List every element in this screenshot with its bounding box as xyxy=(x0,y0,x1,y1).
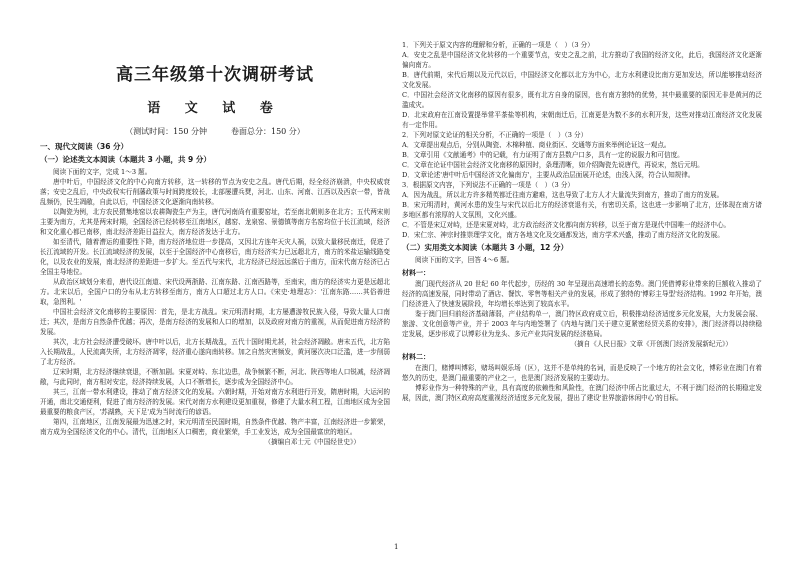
passage-paragraph: 从政治区域划分来看，唐代设江南道、宋代设两浙路、江南东路、江南西路等，至南宋，南方的经济实力更是远超北方。北宋以后，全国户口的分布从北方转移至南方，南方人口超过北方人口。《宋史·地理志》：'江南东路……其俗善进取，急图利。' xyxy=(40,278,390,306)
passage-paragraph: 如至清代，随着漕运的重要性下降，南方经济地位进一步提高，又因北方连年天灾人祸，以致大量移民南迁，促进了长江流域的开发。长江流域经济的发展，以至于全国经济中心南移后，南方经济实力已远超北方，南方的米盐运输线路变化，以及农业的发展，南北经济的差距进一步扩大。至五代与宋代，北方经济已经远远落后于南方，而宋代南方经济已占全国主导地位。 xyxy=(40,238,390,276)
reading-intro: 阅读下面的文字，完成 1～3 题。 xyxy=(53,168,152,176)
passage-paragraph: 其三，江南一带水利建设，推动了南方经济文化的发展。六朝时期，开始对南方水利进行开发，隋唐时期，大运河的开通，南北交通便利，促进了南方经济的发展。宋代对南方水利建设更加重视，修建了大量水利工程，江南地区成为全国最重要的粮食产区，'苏湖熟，天下足'成为当时流行的谚语。 xyxy=(40,388,390,416)
question-option: D．北宋政府在江南设置提举常平茶盐等机构，宋朝南迁后，江南更是为数不多的水利开发，这些对推动江南经济文化发展有一定作用。 xyxy=(402,111,762,129)
passage-paragraph: 辽宋时期，北方经济继续衰退，不断加剧。宋夏对峙、东北边患，战争频繁不断，河北、陕西等地人口锐减，经济凋敝，与此同时，南方相对安定，经济持续发展，人口不断增长，逐步成为全国经济中心。 xyxy=(40,368,390,386)
material-paragraph: 博彩业作为一种特殊的产业，具有高度的依赖性和风险性，在澳门经济中所占比重过大，不利于澳门经济的长期稳定发展，因此，澳门特区政府高度重视经济适度多元化发展，提出了建设'世界旅游休闲中心'的目标。 xyxy=(402,384,762,402)
passage-paragraph: 以陶瓷为例，北方农民猬集地窑以农耕陶瓷生产为主，唐代河南尚有重要窑址，若至南北朝则多在北方；五代两宋则主要为南方，尤其是两宋时期，全国经济已经转移至江南地区，越窑、龙泉窑、景德镇等南方名窑均位于长江流域，经济和文化重心都已南移，南北经济差距日益拉大，南方经济发达于北方。 xyxy=(40,208,390,236)
passage-source: （摘编自邓士元《中国经世史》） xyxy=(264,438,360,446)
material-paragraph: 澳门现代经济从 20 世纪 60 年代起步，历经的 30 年呈现出高速增长的态势。澳门凭借博彩业带来的巨额收入推动了经济的高速发展，同时带动了酒店、餐饮、零售等相关产业的发展，形成了独特的'博彩主导型'经济结构。1992 年开始，澳门经济进入了快速发展阶段，年均增长率达到了较高水平。 xyxy=(402,280,762,308)
subsection-heading: （二）实用类文本阅读（本题共 3 小题，12 分） xyxy=(402,243,568,252)
material-title: 材料二： xyxy=(402,353,430,361)
question-option: B．文章引用《文献通考》中的记载，有力证明了南方县数户口多，具有一定的说服力和可信度。 xyxy=(402,151,684,159)
material-paragraph: 鉴于澳门回归前经济基础薄弱，产业结构单一，澳门特区政府成立后，积极推动经济适度多元化发展，大力发展会展、旅游、文化创意等产业，并于 2003 年与内地签署了《内地与澳门关于建立更紧密经贸关系的安排》，澳门经济得以持续稳定发展，逐步形成了以博彩业为龙头、多元产业共同发展的经济格局。 xyxy=(402,310,762,338)
question-stem: 1．下列关于原文内容的理解和分析，正确的一项是（ ）（3 分） xyxy=(402,41,594,49)
question-option: C．文章在论证中国社会经济文化南移的原因时，条理清晰，如介绍陶瓷先说唐代，再说宋，然后元明。 xyxy=(402,161,704,169)
passage-paragraph: 其次，北方社会经济遭受破坏。唐中叶以后，北方长期战乱，五代十国时期尤甚，社会经济凋敝。唐末五代，北方陷入长期战乱，人民流离失所，北方经济凋零，经济重心遂向南转移。加之自然灾害频发，黄河屡次决口泛滥，进一步削弱了北方经济。 xyxy=(40,338,390,366)
question-option: C．不管是宋辽对峙，还是宋夏对峙，北方政治经济文化都向南方转移，以至于南方是现代中国唯一的经济中心。 xyxy=(402,221,731,229)
exam-title: 高三年级第十次调研考试 xyxy=(116,65,314,85)
reading-intro: 阅读下面的文字，回答 4～6 题。 xyxy=(415,256,514,264)
section-heading: 一、现代文阅读（36 分） xyxy=(40,142,129,151)
question-option: A．安史之乱是中国经济文化转移的一个重要节点，安史之乱之前，北方推动了我国的经济文化，此后，我国经济文化逐渐偏向南方。 xyxy=(402,51,762,69)
question-option: C．中国社会经济文化南移的原因有很多，既有北方自身的原因，也有南方独特的优势，其中最重要的原因无非是黄河的泛滥成灾。 xyxy=(402,91,762,109)
exam-subtitle: 语 文 试 卷 xyxy=(147,101,283,116)
exam-meta: （测试时间：150 分钟 卷面总分：150 分） xyxy=(125,127,305,136)
question-option: A．因为战乱，所以北方许多精英都迁往南方避难，这也导致了北方人才大量流失到南方，推动了南方的发展。 xyxy=(402,191,724,199)
question-3 xyxy=(402,180,762,240)
passage-paragraph: 第四，江南地区，江南发展最为迅速之时，宋元明清至民国时期，自然条件优越、物产丰富，江南经济进一步繁荣，南方成为全国经济文化的中心。清代，江南地区人口稠密，商业繁荣，手工业发达，成为全国最富庶的地区。 xyxy=(40,418,390,436)
question-option: D．文章论述'唐中叶后中国经济文化偏南方'，主要从政治层面展开论述，由浅入深，符合认知规律。 xyxy=(402,171,695,179)
material-paragraph: 在澳门，赌博叫博彩，赌场叫娱乐场（区），这并不是单纯的名词，而是反映了一个地方的社会文化，博彩业在澳门有着悠久的历史，是澳门最重要的产业之一，也是澳门经济发展的主要动力。 xyxy=(402,364,762,382)
question-stem: 3．根据原文内容，下列说法不正确的一项是（ ）（3 分） xyxy=(402,181,575,189)
question-stem: 2．下列对原文论证的相关分析，不正确的一项是（ ）（3 分） xyxy=(402,131,588,139)
question-2 xyxy=(402,130,762,180)
material-source: （摘自《人民日报》文章《开创澳门经济发展新纪元》） xyxy=(570,340,732,348)
page-number: 1 xyxy=(394,543,399,551)
question-option: D．宋仁宗、神宗时推崇理学文化，南方各地文化及交通都发达，南方学术兴盛，推动了南方经济文化的发展。 xyxy=(402,231,724,239)
left-column xyxy=(40,60,390,447)
question-option: B．唐代前期，宋代后期以及元代以后，中国经济文化都以北方为中心，北方水利建设比南方更加发达，所以能够推动经济文化发展。 xyxy=(402,71,762,89)
question-option: A．文章提出观点后，分别从陶瓷、木棉种植、商业街区、交通等方面来举例论证这一观点。 xyxy=(402,141,671,149)
question-1 xyxy=(402,40,762,130)
passage-paragraph: 中国社会经济文化南移的主要原因：首先，是北方战乱。宋元明清时期，北方屡遭游牧民族入侵，导致大量人口南迁；其次，是南方自然条件优越；再次，是南方经济的发展和人口的增加，以及政府对南方的重视，从而促进南方经济的发展。 xyxy=(40,308,390,336)
right-column xyxy=(402,40,762,403)
question-option: B．宋元明清时，黄河水患的发生与宋代以后北方的经济衰退有关，有密切关系，这也进一步影响了北方，还体现在南方诸多地区都有浓厚的人文氛围，文化兴盛。 xyxy=(402,201,762,219)
subsection-heading: （一）论述类文本阅读（本题共 3 小题，共 9 分） xyxy=(40,155,211,164)
passage-paragraph: 唐中叶后，中国经济文化的中心向南方转移，这一转移的节点为安史之乱。唐代后期，经全经济崩溃，中央权威衰落；安史之乱后，中央政权实行削藩政策与时间跨度较长，北部屡遭兵燹，河北、山东、河南、江西以及西京一带，皆战乱频仍，民生凋敝，自此以后，中国经济文化逐渐向南转移。 xyxy=(40,178,390,206)
material-title: 材料一： xyxy=(402,269,430,277)
